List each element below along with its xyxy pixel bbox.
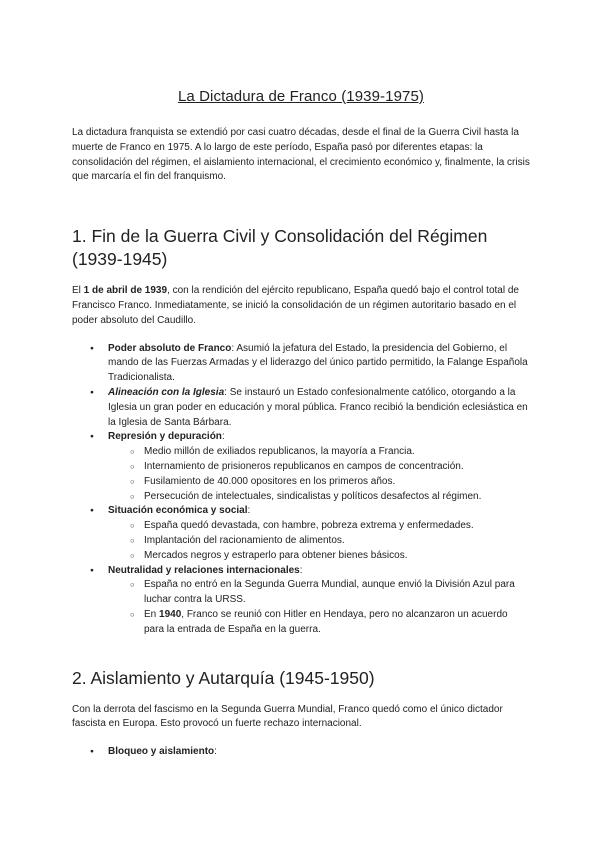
list-item-neutralidad: ● Neutralidad y relaciones internacionales: ○ España no entró en la Segunda Guerra Mundial, aunque envió la División Azul para luchar contra la URSS. ○ En 1940, Franco se reunió con Hitler en Hendaya, pero no alcanzaron un acuerdo para la entrada de España en la guerra. [72,564,530,638]
section-2-list [72,745,530,760]
represion-sublist [108,445,530,504]
sub-item: ○ Mercados negros y estraperlo para obtener bienes básicos. [108,549,530,564]
sub-item: ○ Medio millón de exiliados republicanos, la mayoría a Francia. [108,445,530,460]
sub-item: ○ En 1940, Franco se reunió con Hitler en Hendaya, pero no alcanzaron un acuerdo para la entrada de España en la guerra. [108,608,530,638]
sub-item: ○ Persecución de intelectuales, sindicalistas y políticos desafectos al régimen. [108,490,530,505]
list-item-bloqueo: ● Bloqueo y aislamiento: [72,745,530,760]
list-item-poder: ● Poder absoluto de Franco: Asumió la jefatura del Estado, la presidencia del Gobierno, el mando de las Fuerzas Armadas y el liderazgo del único partido permitido, la Falange Española Tradicionalista. [72,342,530,386]
list-item-economia: ● Situación económica y social: ○ España quedó devastada, con hambre, pobreza extrema y enfermedades. ○ Implantación del racionamiento de alimentos. ○ Mercados negros y estraperlo para obtener bienes básicos. [72,504,530,563]
neutralidad-sublist [108,578,530,637]
section-1-list [72,342,530,638]
list-item-iglesia: ● Alineación con la Iglesia: Se instauró un Estado confesionalmente católico, otorgando a la Iglesia un gran poder en educación y moral pública. Franco recibió la bendición eclesiástica en la Iglesia de Santa Bárbara. [72,386,530,430]
document-page [72,88,530,760]
sub-item: ○ España no entró en la Segunda Guerra Mundial, aunque envió la División Azul para luchar contra la URSS. [108,578,530,608]
document-title: La Dictadura de Franco (1939-1975) [177,88,425,105]
list-item-represion: ● Represión y depuración: ○ Medio millón de exiliados republicanos, la mayoría a Francia. ○ Internamiento de prisioneros republicanos en campos de concentración. ○ Fusilamiento de 40.000 opositores en los primeros años. ○ Persecución de intelectuales, sindicalistas y políticos desafectos al régimen. [72,430,530,504]
section-1-heading: 1. Fin de la Guerra Civil y Consolidación del Régimen (1939-1945) [72,226,488,270]
section-2-paragraph: Con la derrota del fascismo en la Segunda Guerra Mundial, Franco quedó como el único dictador fascista en Europa. Esto provocó un fuerte rechazo internacional. [72,703,503,730]
sub-item: ○ Fusilamiento de 40.000 opositores en los primeros años. [108,475,530,490]
intro-paragraph: La dictadura franquista se extendió por casi cuatro décadas, desde el final de la Guerra Civil hasta la muerte de Franco en 1975. A lo largo de este período, España pasó por diferentes etapas: la consolidación del régimen, el aislamiento internacional, el crecimiento económico y, finalmente, la crisis que marcaría el fin del franquismo. [72,127,530,183]
sub-item: ○ España quedó devastada, con hambre, pobreza extrema y enfermedades. [108,519,530,534]
sub-item: ○ Internamiento de prisioneros republicanos en campos de concentración. [108,460,530,475]
sub-item: ○ Implantación del racionamiento de alimentos. [108,534,530,549]
section-1-paragraph: El 1 de abril de 1939, con la rendición del ejército republicano, España quedó bajo el control total de Francisco Franco. Inmediatamente, se inició la consolidación de un régimen autoritario basado en el poder absoluto del Caudillo. [72,285,519,326]
section-2-heading: 2. Aislamiento y Autarquía (1945-1950) [72,667,375,688]
economia-sublist [108,519,530,563]
